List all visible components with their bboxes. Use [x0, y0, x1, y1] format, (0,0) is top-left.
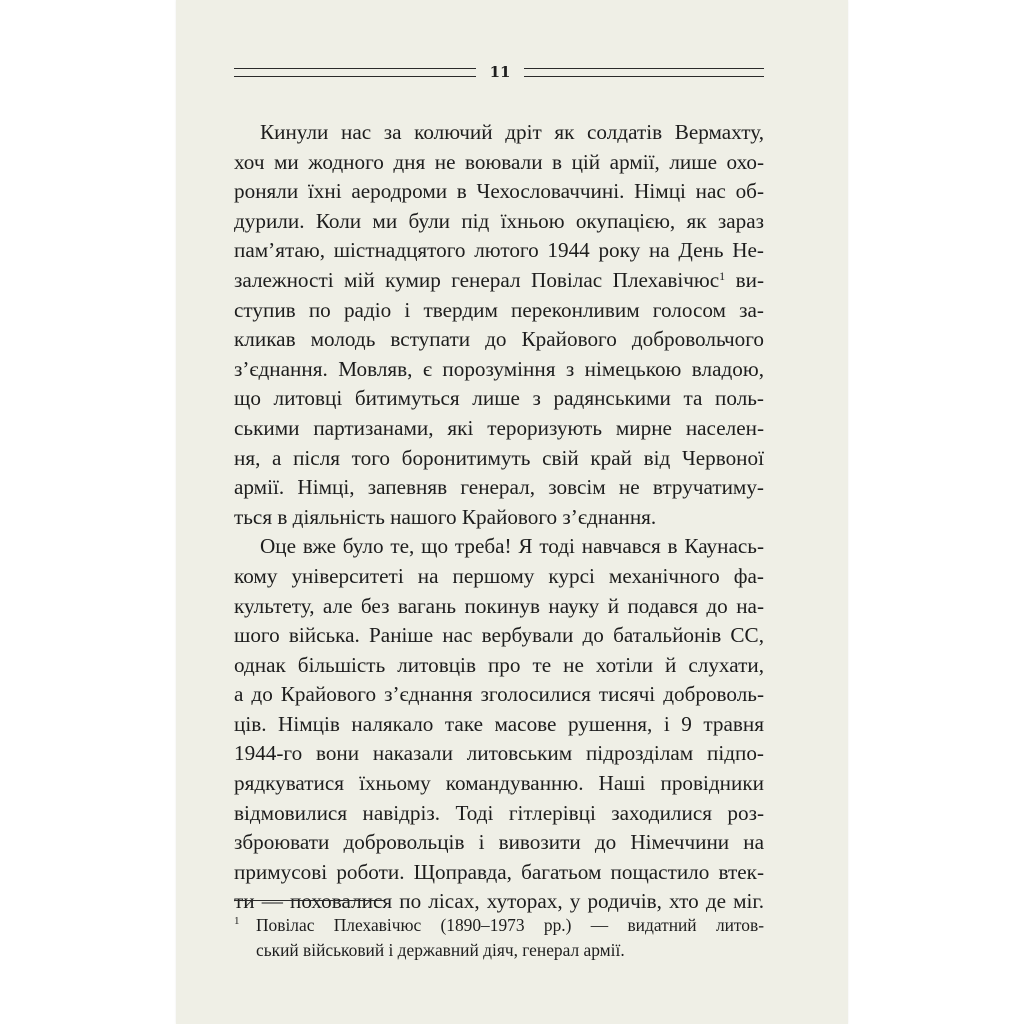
paragraph-1	[234, 118, 764, 532]
text-line: однак більшість литовців про те не хотіли й слухати,	[234, 652, 764, 677]
text-line: хоч ми жодного дня не воювали в цій армії, лише охо-	[234, 149, 764, 174]
footnote-body	[256, 913, 764, 963]
text-line: роняли їхні аеродроми в Чехословаччині. Німці нас об-	[234, 179, 764, 204]
text-line: пам’ятаю, шістнадцятого лютого 1944 року на День Не-	[234, 238, 764, 263]
header-rule-left	[234, 68, 476, 77]
footnote-reference[interactable]: 1	[719, 268, 726, 283]
footnote-line: ський військовий і державний діяч, генерал армії.	[256, 940, 625, 960]
footnote-divider	[234, 900, 384, 901]
text-line: ти — поховалися по лісах, хуторах, у родичів, хто де міг.	[234, 889, 764, 914]
text-line: з’єднання. Мовляв, є порозуміння з німецькою владою,	[234, 356, 764, 381]
text-line-with-ref	[234, 266, 764, 296]
text-line: що литовці битимуться лише з радянськими та поль-	[234, 386, 764, 411]
text-line: ня, а після того боронитимуть свій край від Червоної	[234, 445, 764, 470]
text-line: ться в діяльність нашого Крайового з’єднання.	[234, 504, 657, 529]
text-segment: ви-	[725, 267, 764, 292]
book-page	[176, 0, 848, 1024]
text-line: ців. Німців налякало таке масове рушення, і 9 травня	[234, 711, 764, 736]
text-line: а до Крайового з’єднання зголосилися тисячі доброволь-	[234, 682, 764, 707]
text-line: відмовилися навідріз. Тоді гітлерівці заходилися роз-	[234, 800, 764, 825]
page-header	[234, 62, 764, 86]
text-line: примусові роботи. Щоправда, багатьом пощастило втек-	[234, 859, 764, 884]
main-text	[234, 118, 764, 917]
text-line: кликав молодь вступати до Крайового добровольчого	[234, 327, 764, 352]
text-line: ступив по радіо і твердим переконливим голосом за-	[234, 297, 764, 322]
footnote-marker: 1	[234, 915, 240, 927]
page-number: 11	[489, 63, 511, 81]
text-line: Оце вже було те, що треба! Я тоді навчався в Каунась-	[260, 534, 764, 559]
text-line: Кинули нас за колючий дріт як солдатів Вермахту,	[260, 120, 764, 144]
text-line: ськими партизанами, які тероризують мирне населен-	[234, 415, 764, 440]
text-line: кому університеті на першому курсі механічного фа-	[234, 563, 764, 588]
text-line: армії. Німці, запевняв генерал, зовсім не втручатиму-	[234, 475, 764, 500]
text-line: 1944-го вони наказали литовським підрозділам підпо-	[234, 741, 764, 766]
text-line: зброювати добровольців і вивозити до Німеччини на	[234, 830, 764, 855]
text-line: дурили. Коли ми були під їхньою окупацією, як зараз	[234, 208, 764, 233]
paragraph-2	[234, 532, 764, 917]
text-line: культету, але без вагань покинув науку й подався до на-	[234, 593, 764, 618]
footnote-line: Повілас Плехавічюс (1890–1973 рр.) — видатний литов-	[256, 915, 764, 935]
header-rule-right	[524, 68, 764, 77]
text-segment: залежності мій кумир генерал Повілас Плехавічюс	[234, 267, 720, 292]
text-line: рядкуватися їхньому командуванню. Наші провідники	[234, 771, 764, 796]
text-line: шого війська. Раніше нас вербували до батальйонів СС,	[234, 623, 764, 648]
footnote	[234, 913, 764, 963]
